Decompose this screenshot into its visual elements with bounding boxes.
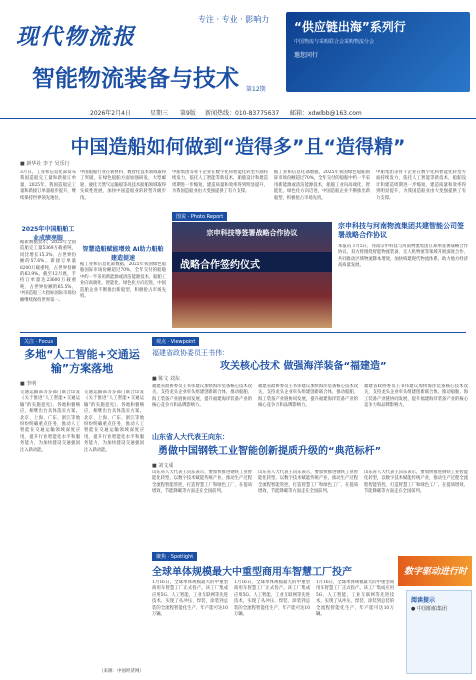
shandong-text-col3: 山东省人大代表王向东表示，要加快推进钢铁工业智能化转型，以数字技术赋能传统产业，推动生产过程全流程智能管控，打造智慧工厂和绿色工厂，在提质增效、节能降碳等方面走在全国前列。 (364, 470, 468, 495)
shandong-byline: ■ 刘文成 (152, 463, 174, 469)
viewpoint-headline: 攻关核心技术 做强海洋装备“福建造” (220, 361, 387, 372)
focus-tag: 关注 · Focus (20, 337, 57, 346)
issue-page: 第9版 (180, 110, 196, 117)
banner-ad[interactable] (286, 12, 470, 92)
issue-weekday: 星期三 (150, 110, 169, 117)
photo-headline: 宗申科技与河南物流集团共建智能公司签署战略合作协议 (338, 222, 464, 239)
period-number: 第12期 (246, 86, 266, 93)
viewpoint-text-col2: 福建省政协委员王书伟建议加快海洋装备核心技术攻关，支持龙头企业牵头组建创新联合体，推动船舶、海工装备产业链协同发展，提升福建海洋装备产业的核心竞争力和品牌影响力。 (258, 384, 358, 409)
reading-tips-box (406, 590, 472, 674)
spotlight-tag: 聚焦 · Spotlight (152, 552, 197, 561)
reading-tips-item: ● 中国船舶集团 (411, 606, 447, 612)
viewpoint-tag: 观点 · Viewpoint (152, 337, 199, 346)
section-divider (20, 332, 466, 333)
spotlight-text-col3: 1月16日，全球单体规模最大的中重型商用车智慧工厂正式投产。该工厂集成应用5G、人工智能、工业互联网等先进技术，实现了从冲压、焊装、涂装到总装的全流程智能化生产，年产能可达10万辆。 (316, 580, 394, 618)
lead-text-col6: 中船集团等骨干企业在数字化和智能化转型方面持续发力，依托人工智能等新技术，船舶设计和建造周期进一步缩短，建造质量和效率得到明显提升，为我国造船业由大变强提供了有力支撑。 (376, 170, 466, 201)
news-hotline: 新闻热线：010-83775637 (205, 110, 280, 117)
photo-text: 本报讯 1月5日，河南宗申科技与河南物流集团在郑州签署战略合作协议，双方将围绕智能物流装备、无人机物流等领域开展深度合作，共同推动区域物流降本增效，加快构建现代物流体系，助力地方经济高质量发展。 (338, 244, 468, 269)
viewpoint-text-col1: 福建省政协委员王书伟建议加快海洋装备核心技术攻关，支持龙头企业牵头组建创新联合体，推动船舶、海工装备产业链协同发展，提升福建海洋装备产业的核心竞争力和品牌影响力。 (152, 384, 252, 409)
newspaper-logo: 现代物流报 (16, 25, 137, 50)
lead-text-col1: 3月日，工业和信息化部发布我国造船完工量和新接订单量，2025年，我国造船完工量和新接订单量稳步提升，继续保持世界领先地位。 (20, 170, 76, 201)
photo-banner-text: 战略合作签约仪式 (172, 252, 332, 272)
lead-text-col5: 据工业和信息化部数据，2025年我国绿色船舶国际市场份额超过70%，全年交付的船舶中约一半采用新能源或清洁能源技术，船舶工业向高端化、智能化、绿色化方向迈进，中国造船企业不断推出新船型，积极抢占市场先机。 (274, 170, 370, 201)
policy-text-col2: 交通运输部等多部门联合印发《关于推进“人工智能+交通运输”的实施意见》，各地积极响应，相继出台具体落实方案。北京、上海、广东、浙江等地纷纷明确重点任务，推动人工智能在交通运输领域深度应用，提升行业智能化水平和服务能力，为加快建设交通强国注入新动能。 (84, 390, 144, 453)
promo-text: 数字驱动进行时 (404, 567, 468, 577)
lead-text-col3: 据工业和信息化部数据，2025年我国绿色船舶国际市场份额超过70%，全年交付的船舶中约一半采用新能源或清洁能源技术，船舶工业向高端化、智能化、绿色化方向迈进，中国造船企业不断推出新船型，积极抢占市场先机。 (80, 262, 166, 300)
lead-headline: 中国造船如何做到“造得多”且“造得精” (70, 136, 406, 158)
slogan: 专注 · 专业 · 影响力 (198, 15, 270, 24)
reading-tips-title: 阅读提示 (411, 597, 436, 604)
photo-caption: 宗申科技等签署战略合作协议 (206, 229, 298, 237)
lead-text-col1b: 据新数据显示，2025年全国造船完工量5369万载重吨，同比增长15.3%，占世界份额的57.6%。新接订单量8200万载重吨，占世界份额的63.9%。截至12月底，手持订单量达23600万载重吨，占世界份额的65.5%，中国造船三大指标国际市场份额继续保持世界第一。 (20, 240, 76, 303)
policy-text-col1: 交通运输部等多部门联合印发《关于推进“人工智能+交通运输”的实施意见》，各地积极响应，相继出台具体落实方案。北京、上海、广东、浙江等地纷纷明确重点任务，推动人工智能在交通运输领域深度应用，提升行业智能化水平和服务能力，为加快建设交通强国注入新动能。 (20, 390, 80, 453)
policy-headline: 多地“人工智能+交通运输”方案落地 (24, 348, 140, 375)
lead-text-col2: 中国船舶行业在新材料、数智化技术领域取得了突破，在绿色船舶方面加强研发，大型邮轮、液化天然气运输船等高技术船舶领域取得实质性进展，加快中国造船业的转型升级步伐。 (80, 170, 166, 201)
viewpoint-text-col3: 福建省政协委员王书伟建议加快海洋装备核心技术攻关，支持龙头企业牵头组建创新联合体，推动船舶、海工装备产业链协同发展，提升福建海洋装备产业的核心竞争力和品牌影响力。 (364, 384, 468, 409)
spotlight-headline: 全球单体规模最大中重型商用车智慧工厂投产 (152, 567, 352, 578)
promo-badge[interactable] (398, 556, 472, 586)
masthead (0, 0, 476, 98)
shandong-text-col2: 山东省人大代表王向东表示，要加快推进钢铁工业智能化转型，以数字技术赋能传统产业，推动生产过程全流程智能管控，打造智慧工厂和绿色工厂，在提质增效、节能降碳等方面走在全国前列。 (258, 470, 358, 495)
shandong-headline: 勇做中国钢铁工业智能创新提质升级的“典范标杆” (158, 446, 382, 457)
issue-info-bar (0, 106, 476, 119)
source-credit: （来源：中国经济网） (99, 669, 144, 674)
lead-subhead-2: 智慧造船赋能增效 AI助力船舶建造提速 (82, 246, 164, 262)
viewpoint-kicker: 福建省政协委员王书伟： (152, 349, 229, 357)
issue-date: 2026年2月4日 (90, 110, 131, 117)
policy-byline: ■ 李明 (20, 381, 37, 387)
spotlight-text-col1: 1月16日，全球单体规模最大的中重型商用车智慧工厂正式投产。该工厂集成应用5G、人工智能、工业互联网等先进技术，实现了从冲压、焊装、涂装到总装的全流程智能化生产，年产能可达10万辆。 (152, 580, 228, 618)
viewpoint-byline: ■ 陈文 刘东 (152, 376, 180, 382)
lead-byline: ■ 新华社 李子 吴乐行 (20, 161, 70, 167)
ad-tagline: 邀您同行 (294, 52, 319, 59)
lead-subhead-1: 2025年中国船舶工业成绩亮眼 (21, 226, 75, 242)
signing-ceremony-photo (172, 222, 332, 328)
shandong-kicker: 山东省人大代表王向东： (152, 433, 229, 441)
spotlight-text-col2: 1月16日，全球单体规模最大的中重型商用车智慧工厂正式投产。该工厂集成应用5G、人工智能、工业互联网等先进技术，实现了从冲压、焊装、涂装到总装的全流程智能化生产，年产能可达10万辆。 (234, 580, 310, 618)
ad-subtitle: 中国物流与采购联合会采购物流分会 (294, 39, 375, 45)
contact-email: 邮箱：xdwlbb@163.com (290, 110, 362, 117)
section-title: 智能物流装备与技术 (32, 66, 239, 92)
ad-title: “供应链出海”系列行 (294, 20, 406, 34)
photo-report-tag: 图说 · Photo Report (172, 212, 227, 221)
lead-text-col4: 中船集团等骨干企业在数字化和智能化转型方面持续发力，依托人工智能等新技术，船舶设计和建造周期进一步缩短，建造质量和效率得到明显提升，为我国造船业由大变强提供了有力支撑。 (172, 170, 268, 195)
shandong-text-col1: 山东省人大代表王向东表示，要加快推进钢铁工业智能化转型，以数字技术赋能传统产业，推动生产过程全流程智能管控，打造智慧工厂和绿色工厂，在提质增效、节能降碳等方面走在全国前列。 (152, 470, 252, 495)
